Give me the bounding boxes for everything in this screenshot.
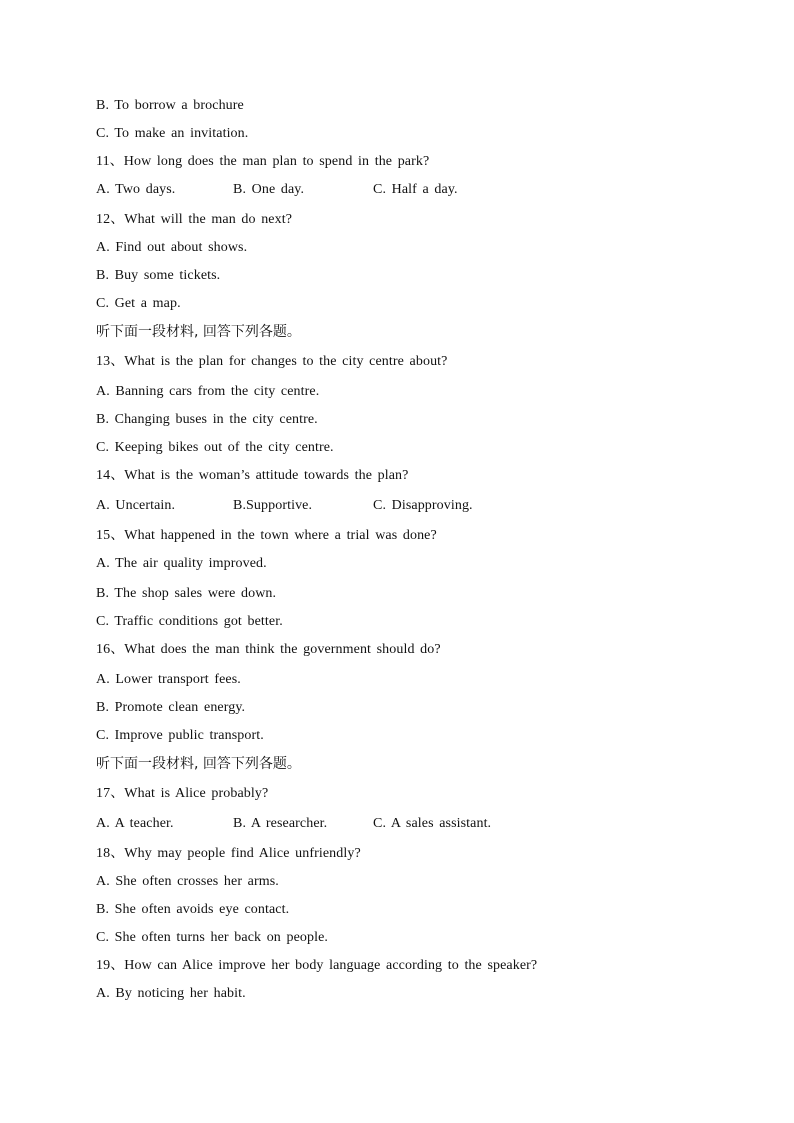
q16-option-c: C. Improve public transport. [96,728,264,743]
q14-option-b: B.Supportive. [233,498,313,513]
q15-option-c: C. Traffic conditions got better. [96,614,283,629]
q18-option-c: C. She often turns her back on people. [96,930,329,945]
q11-option-a: A. Two days. [96,182,176,197]
q17-option-a: A. A teacher. [96,816,174,831]
q15-stem: 15、What happened in the town where a trial was done? [96,528,437,543]
q10-option-b: B. To borrow a brochure [96,98,244,113]
q17-options [96,814,716,844]
q18-option-b: B. She often avoids eye contact. [96,902,290,917]
q17-option-c: C. A sales assistant. [373,816,492,831]
q12-option-c: C. Get a map. [96,296,181,311]
q13-option-a: A. Banning cars from the city centre. [96,384,320,399]
q13-option-c: C. Keeping bikes out of the city centre. [96,440,334,455]
q12-stem: 12、What will the man do next? [96,212,293,227]
section-heading: 听下面一段材料, 回答下列各题。 [96,756,301,772]
q14-option-a: A. Uncertain. [96,498,176,513]
q18-option-a: A. She often crosses her arms. [96,874,279,889]
q14-option-c: C. Disapproving. [373,498,473,513]
q13-stem: 13、What is the plan for changes to the city centre about? [96,354,448,369]
exam-page [96,96,716,1014]
q16-option-b: B. Promote clean energy. [96,700,246,715]
q12-option-a: A. Find out about shows. [96,240,248,255]
q19-stem: 19、How can Alice improve her body language according to the speaker? [96,958,538,973]
q12-option-b: B. Buy some tickets. [96,268,221,283]
q11-option-b: B. One day. [233,182,305,197]
q15-option-b: B. The shop sales were down. [96,586,277,601]
q11-option-c: C. Half a day. [373,182,458,197]
q16-stem: 16、What does the man think the government should do? [96,642,441,657]
q14-options [96,496,716,526]
q18-stem: 18、Why may people find Alice unfriendly? [96,846,361,861]
q13-option-b: B. Changing buses in the city centre. [96,412,318,427]
section-heading: 听下面一段材料, 回答下列各题。 [96,324,301,340]
q14-stem: 14、What is the woman’s attitude towards the plan? [96,468,409,483]
q15-option-a: A. The air quality improved. [96,556,267,571]
q17-stem: 17、What is Alice probably? [96,786,269,801]
q17-option-b: B. A researcher. [233,816,328,831]
q11-options [96,180,716,210]
q11-stem: 11、How long does the man plan to spend in the park? [96,154,430,169]
q16-option-a: A. Lower transport fees. [96,672,241,687]
q10-option-c: C. To make an invitation. [96,126,249,141]
q19-option-a: A. By noticing her habit. [96,986,246,1001]
